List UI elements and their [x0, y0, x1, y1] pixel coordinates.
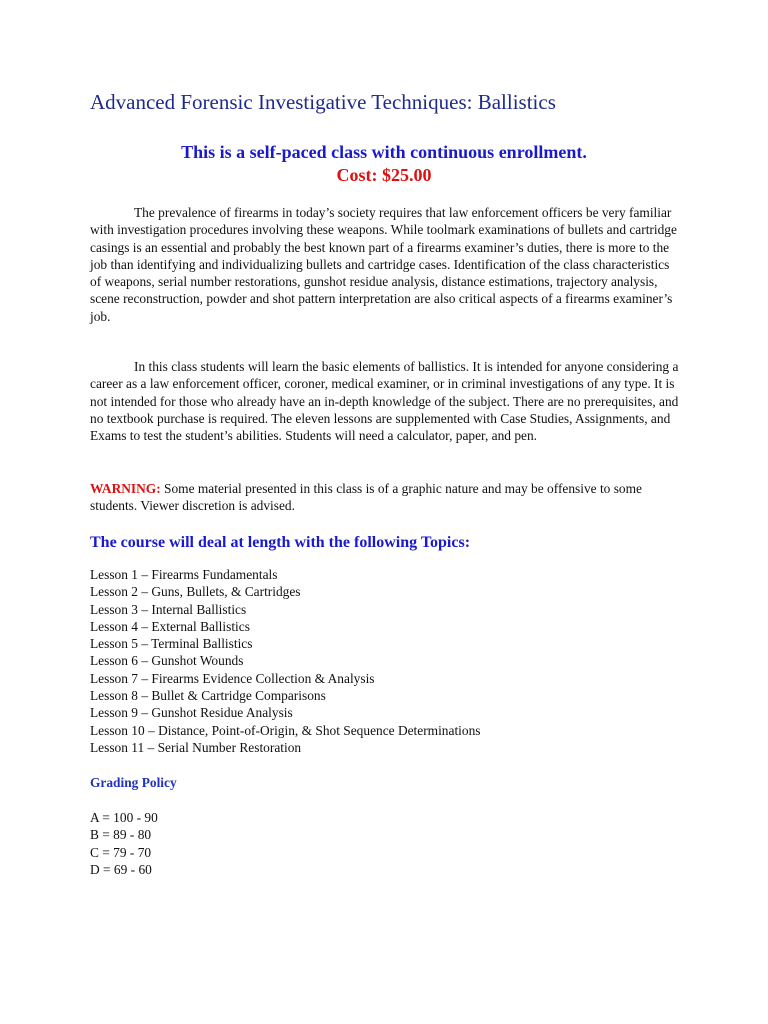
- intro-paragraph: The prevalence of firearms in today’s society requires that law enforcement officers be very familiar with investigation procedures involving these weapons. While toolmark examinations of bullets and cartridge casings is an essential and probably the best known part of a firearms examiner’s duties, there is more to the job than identifying and individualizing bullets and cartridge cases. Identification of the class characteristics of weapons, serial number restorations, gunshot residue analysis, distance estimations, trajectory analysis, scene reconstruction, powder and shot pattern interpretation are also critical aspects of a firearms examiner’s job.: [90, 205, 677, 324]
- lesson-item: Lesson 8 – Bullet & Cartridge Comparisons: [90, 688, 326, 704]
- lesson-item: Lesson 5 – Terminal Ballistics: [90, 636, 253, 652]
- warning-text: Some material presented in this class is of a graphic nature and may be offensive to some students. Viewer discretion is advised.: [90, 481, 642, 514]
- lesson-item: Lesson 7 – Firearms Evidence Collection & Analysis: [90, 670, 375, 686]
- grade-item: B = 89 - 80: [90, 827, 152, 843]
- enrollment-subtitle: This is a self-paced class with continuous enrollment.: [181, 142, 587, 162]
- lesson-item: Lesson 6 – Gunshot Wounds: [90, 653, 244, 669]
- topics-heading: The course will deal at length with the following Topics:: [90, 534, 471, 551]
- lesson-item: Lesson 11 – Serial Number Restoration: [90, 739, 302, 755]
- lesson-item: Lesson 2 – Guns, Bullets, & Cartridges: [90, 584, 301, 600]
- lesson-item: Lesson 9 – Gunshot Residue Analysis: [90, 705, 293, 721]
- document-title: Advanced Forensic Investigative Techniques: Ballistics: [90, 90, 556, 114]
- lesson-item: Lesson 10 – Distance, Point-of-Origin, & Shot Sequence Determinations: [90, 722, 481, 738]
- lesson-list: [90, 566, 481, 756]
- lesson-item: Lesson 1 – Firearms Fundamentals: [90, 567, 278, 582]
- grading-policy-heading: Grading Policy: [90, 775, 177, 790]
- grade-list: [90, 809, 158, 878]
- grade-item: D = 69 - 60: [90, 861, 152, 877]
- lesson-item: Lesson 4 – External Ballistics: [90, 618, 250, 634]
- warning-notice: [90, 480, 690, 515]
- grade-item: A = 100 - 90: [90, 810, 158, 825]
- cost-line: Cost: $25.00: [336, 165, 432, 185]
- lesson-item: Lesson 3 – Internal Ballistics: [90, 601, 247, 617]
- class-description-paragraph: In this class students will learn the basic elements of ballistics. It is intended for anyone considering a career as a law enforcement officer, coroner, medical examiner, or in criminal investigations of any type. It is not intended for those who already have an in-depth knowledge of the subject. There are no prerequisites, and no textbook purchase is required. The eleven lessons are supplemented with Case Studies, Assignments, and Exams to test the student’s abilities. Students will need a calculator, paper, and pen.: [90, 359, 679, 444]
- grade-item: C = 79 - 70: [90, 844, 152, 860]
- warning-label: WARNING:: [90, 481, 161, 496]
